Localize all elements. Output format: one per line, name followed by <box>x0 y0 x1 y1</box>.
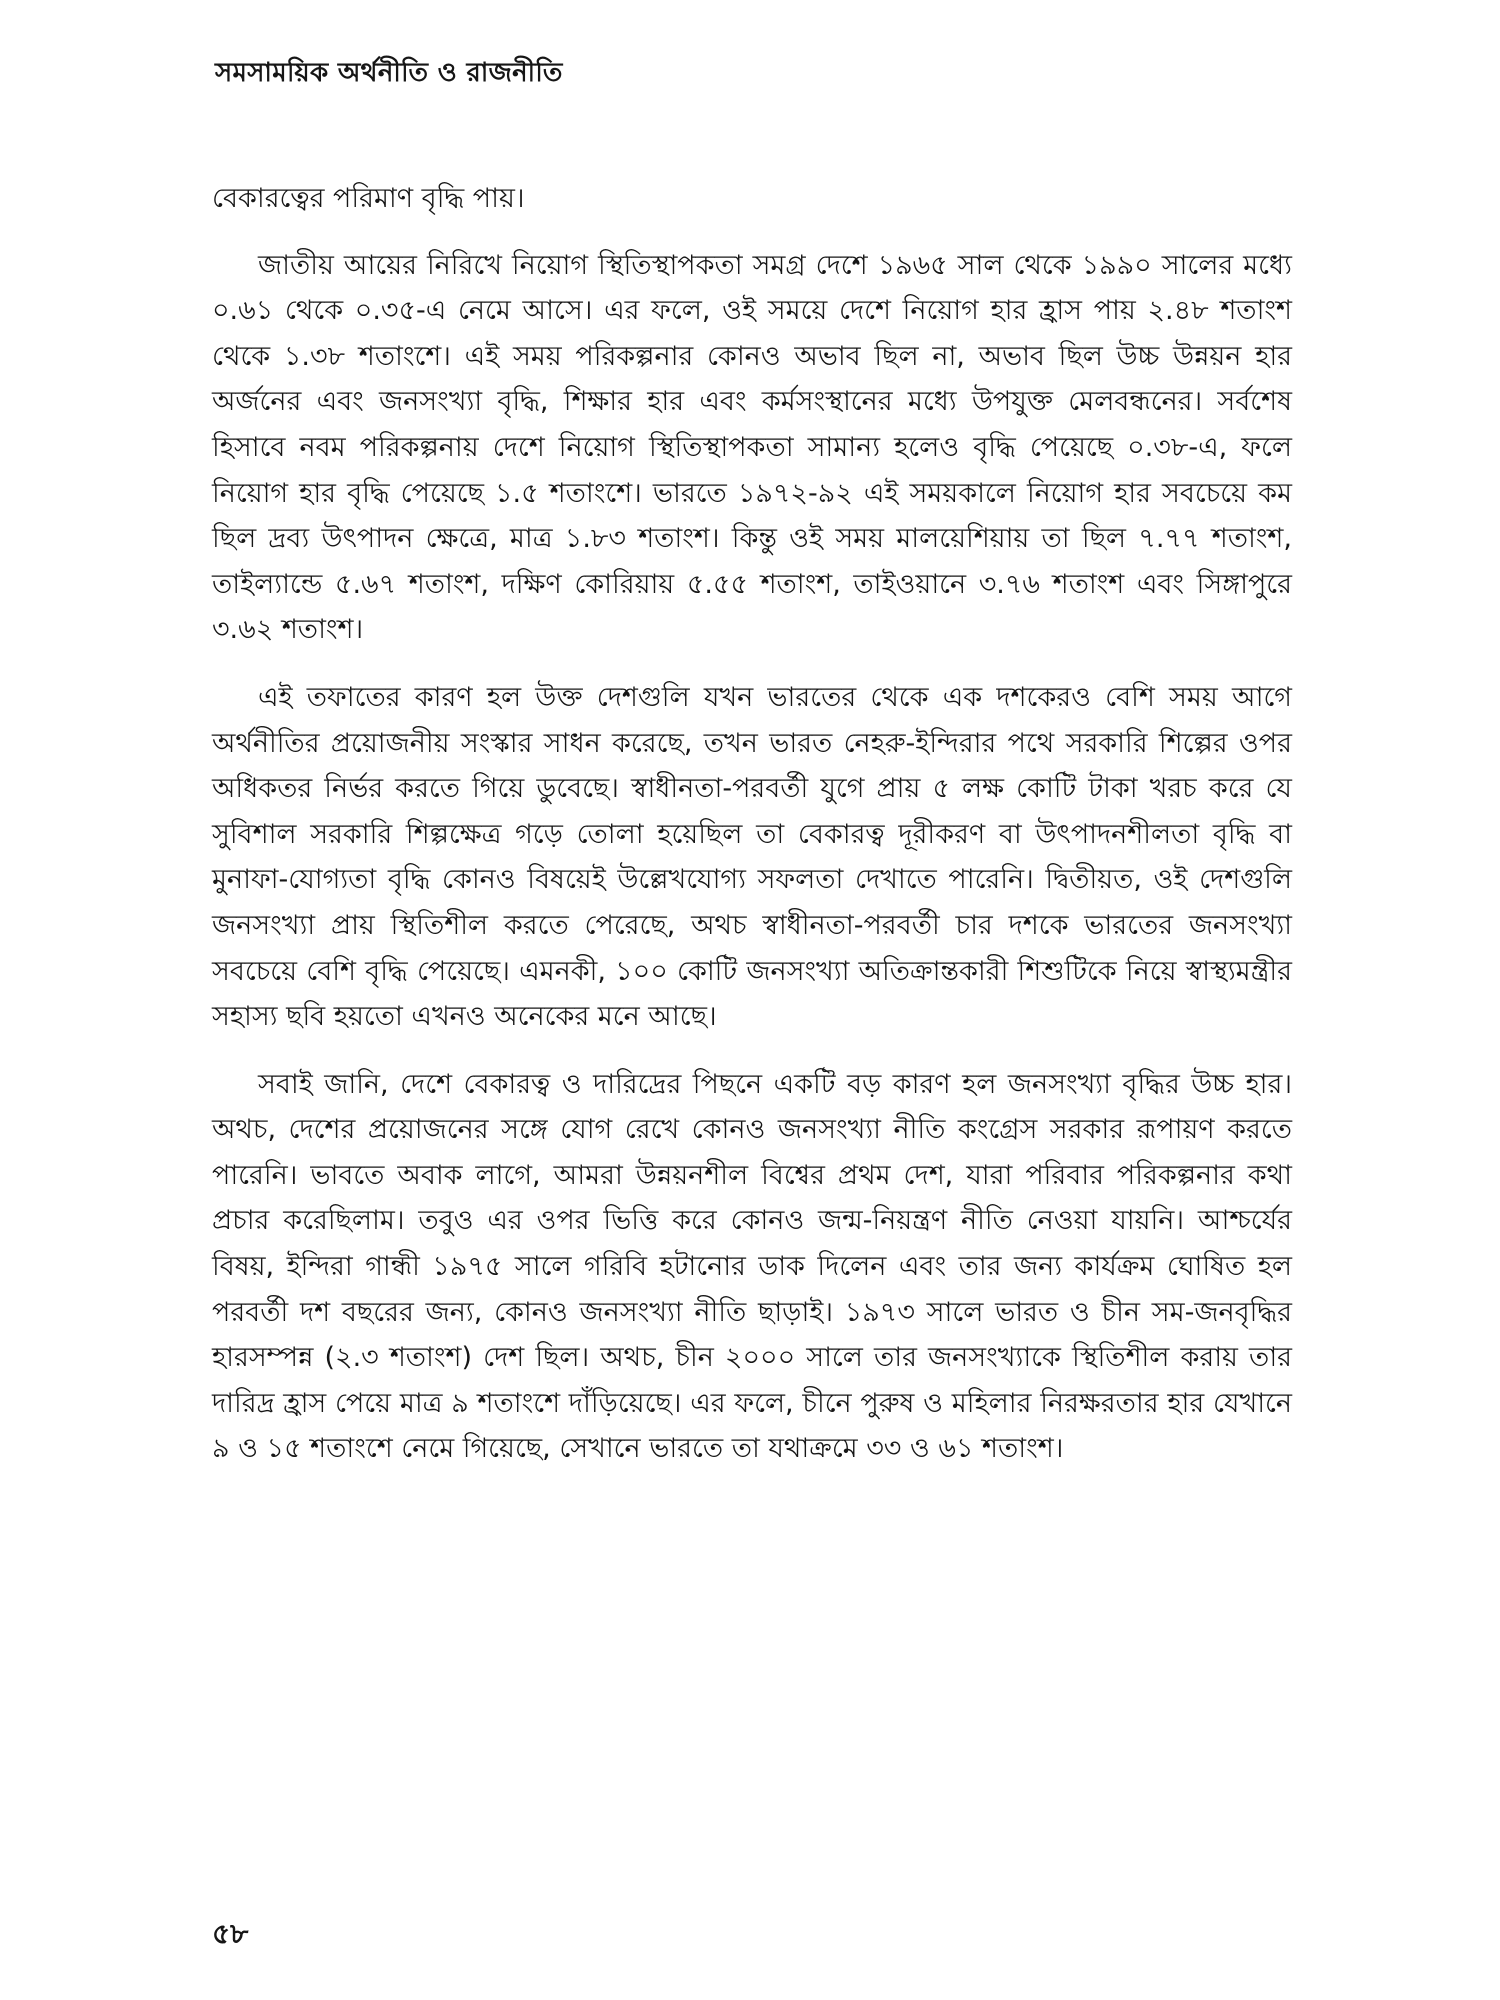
running-title: সমসাময়িক অর্থনীতি ও রাজনীতি <box>215 58 563 88</box>
body-text <box>212 176 1292 1494</box>
paragraph-reason-difference: এই তফাতের কারণ হল উক্ত দেশগুলি যখন ভারতের থেকে এক দশকেরও বেশি সময় আগে অর্থনীতির প্রয়োজনীয় সংস্কার সাধন করেছে, তখন ভারত নেহরু-ইন্দিরার পথে সরকারি শিল্পের ওপর অধিকতর নির্ভর করতে গিয়ে ডুবেছে। স্বাধীনতা-পরবর্তী যুগে প্রায় ৫ লক্ষ কোটি টাকা খরচ করে যে সুবিশাল সরকারি শিল্পক্ষেত্র গড়ে তোলা হয়েছিল তা বেকারত্ব দূরীকরণ বা উৎপাদনশীলতা বৃদ্ধি বা মুনাফা-যোগ্যতা বৃদ্ধি কোনও বিষয়েই উল্লেখযোগ্য সফলতা দেখাতে পারেনি। দ্বিতীয়ত, ওই দেশগুলি জনসংখ্যা প্রায় স্থিতিশীল করতে পেরেছে, অথচ স্বাধীনতা-পরবর্তী চার দশকে ভারতের জনসংখ্যা সবচেয়ে বেশি বৃদ্ধি পেয়েছে। এমনকী, ১০০ কোটি জনসংখ্যা অতিক্রান্তকারী শিশুটিকে নিয়ে স্বাস্থ্যমন্ত্রীর সহাস্য ছবি হয়তো এখনও অনেকের মনে আছে। <box>212 681 1292 1033</box>
page-number: ৫৮ <box>212 1917 249 1950</box>
paragraph-population-policy: সবাই জানি, দেশে বেকারত্ব ও দারিদ্রের পিছনে একটি বড় কারণ হল জনসংখ্যা বৃদ্ধির উচ্চ হার। অথচ, দেশের প্রয়োজনের সঙ্গে যোগ রেখে কোনও জনসংখ্যা নীতি কংগ্রেস সরকার রূপায়ণ করতে পারেনি। ভাবতে অবাক লাগে, আমরা উন্নয়নশীল বিশ্বের প্রথম দেশ, যারা পরিবার পরিকল্পনার কথা প্রচার করেছিলাম। তবুও এর ওপর ভিত্তি করে কোনও জন্ম-নিয়ন্ত্রণ নীতি নেওয়া যায়নি। আশ্চর্যের বিষয়, ইন্দিরা গান্ধী ১৯৭৫ সালে গরিবি হটানোর ডাক দিলেন এবং তার জন্য কার্যক্রম ঘোষিত হল পরবর্তী দশ বছরের জন্য, কোনও জনসংখ্যা নীতি ছাড়াই। ১৯৭৩ সালে ভারত ও চীন সম-জনবৃদ্ধির হারসম্পন্ন (২.৩ শতাংশ) দেশ ছিল। অথচ, চীন ২০০০ সালে তার জনসংখ্যাকে স্থিতিশীল করায় তার দারিদ্র হ্রাস পেয়ে মাত্র ৯ শতাংশে দাঁড়িয়েছে। এর ফলে, চীনে পুরুষ ও মহিলার নিরক্ষরতার হার যেখানে ৯ ও ১৫ শতাংশে নেমে গিয়েছে, সেখানে ভারতে তা যথাক্রমে ৩৩ ও ৬১ শতাংশ। <box>212 1068 1292 1465</box>
paragraph-employment-elasticity: জাতীয় আয়ের নিরিখে নিয়োগ স্থিতিস্থাপকতা সমগ্র দেশে ১৯৬৫ সাল থেকে ১৯৯০ সালের মধ্যে ০.৬১ থেকে ০.৩৫-এ নেমে আসে। এর ফলে, ওই সময়ে দেশে নিয়োগ হার হ্রাস পায় ২.৪৮ শতাংশ থেকে ১.৩৮ শতাংশে। এই সময় পরিকল্পনার কোনও অভাব ছিল না, অভাব ছিল উচ্চ উন্নয়ন হার অর্জনের এবং জনসংখ্যা বৃদ্ধি, শিক্ষার হার এবং কর্মসংস্থানের মধ্যে উপযুক্ত মেলবন্ধনের। সর্বশেষ হিসাবে নবম পরিকল্পনায় দেশে নিয়োগ স্থিতিস্থাপকতা সামান্য হলেও বৃদ্ধি পেয়েছে ০.৩৮-এ, ফলে নিয়োগ হার বৃদ্ধি পেয়েছে ১.৫ শতাংশে। ভারতে ১৯৭২-৯২ এই সময়কালে নিয়োগ হার সবচেয়ে কম ছিল দ্রব্য উৎপাদন ক্ষেত্রে, মাত্র ১.৮৩ শতাংশ। কিন্তু ওই সময় মালয়েশিয়ায় তা ছিল ৭.৭৭ শতাংশ, তাইল্যান্ডে ৫.৬৭ শতাংশ, দক্ষিণ কোরিয়ায় ৫.৫৫ শতাংশ, তাইওয়ানে ৩.৭৬ শতাংশ এবং সিঙ্গাপুরে ৩.৬২ শতাংশ। <box>212 249 1292 646</box>
paragraph-continuation: বেকারত্বের পরিমাণ বৃদ্ধি পায়। <box>212 183 525 214</box>
